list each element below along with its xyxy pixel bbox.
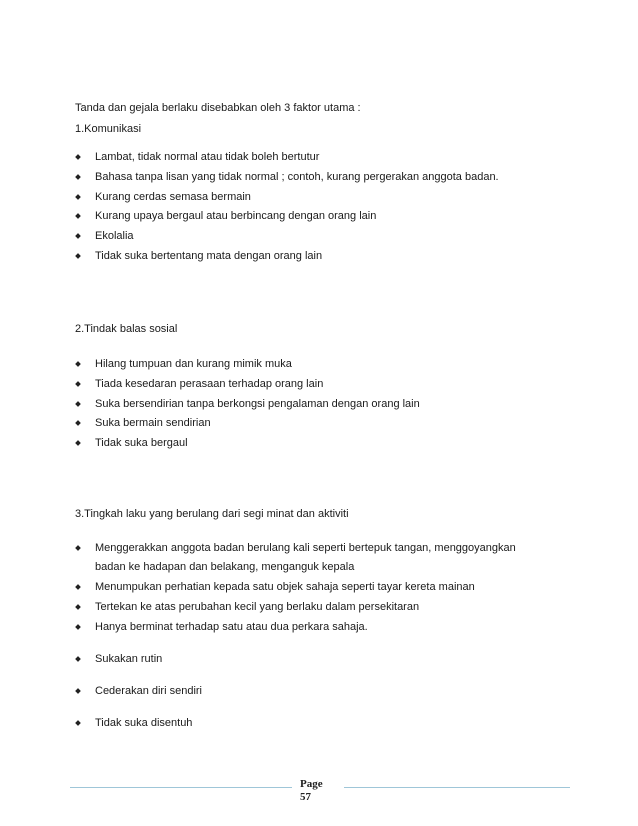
list-item: Menggerakkan anggota badan berulang kali seperti bertepuk tangan, menggoyangkan bbox=[95, 542, 516, 554]
bullet-icon bbox=[75, 194, 81, 200]
page-number: 57 bbox=[300, 791, 311, 803]
bullet-icon bbox=[75, 584, 81, 590]
bullet-icon bbox=[75, 233, 81, 239]
bullet-icon bbox=[75, 381, 81, 387]
list-item: Kurang upaya bergaul atau berbincang dengan orang lain bbox=[95, 210, 377, 222]
footer-rule-left bbox=[70, 787, 292, 788]
intro-text: Tanda dan gejala berlaku disebabkan oleh 3 faktor utama : bbox=[75, 102, 361, 114]
list-item: Lambat, tidak normal atau tidak boleh bertutur bbox=[95, 151, 320, 163]
bullet-icon bbox=[75, 420, 81, 426]
list-item: Hilang tumpuan dan kurang mimik muka bbox=[95, 358, 292, 370]
bullet-icon bbox=[75, 213, 81, 219]
bullet-icon bbox=[75, 361, 81, 367]
list-item: Tidak suka bertentang mata dengan orang lain bbox=[95, 250, 323, 262]
footer-rule-right bbox=[344, 787, 570, 788]
bullet-icon bbox=[75, 401, 81, 407]
bullet-icon bbox=[75, 656, 81, 662]
list-item: Tidak suka disentuh bbox=[95, 717, 193, 729]
bullet-icon bbox=[75, 720, 81, 726]
bullet-icon bbox=[75, 545, 81, 551]
bullet-icon bbox=[75, 174, 81, 180]
bullet-icon bbox=[75, 154, 81, 160]
page-label: Page bbox=[300, 778, 323, 790]
list-item: Hanya berminat terhadap satu atau dua perkara sahaja. bbox=[95, 621, 368, 633]
list-item: Cederakan diri sendiri bbox=[95, 685, 202, 697]
section-heading-komunikasi: 1.Komunikasi bbox=[75, 123, 142, 135]
bullet-icon bbox=[75, 624, 81, 630]
list-item: Kurang cerdas semasa bermain bbox=[95, 191, 251, 203]
list-item: Ekolalia bbox=[95, 230, 134, 242]
list-item: Sukakan rutin bbox=[95, 653, 163, 665]
list-item: Suka bersendirian tanpa berkongsi pengalaman dengan orang lain bbox=[95, 398, 420, 410]
bullet-icon bbox=[75, 253, 81, 259]
list-item: Menumpukan perhatian kepada satu objek sahaja seperti tayar kereta mainan bbox=[95, 581, 475, 593]
section-heading-tindak-balas-sosial: 2.Tindak balas sosial bbox=[75, 323, 178, 335]
list-item: Tiada kesedaran perasaan terhadap orang lain bbox=[95, 378, 324, 390]
bullet-icon bbox=[75, 440, 81, 446]
bullet-icon bbox=[75, 604, 81, 610]
list-item-continuation: badan ke hadapan dan belakang, menganguk kepala bbox=[95, 561, 355, 573]
list-item: Tertekan ke atas perubahan kecil yang berlaku dalam persekitaran bbox=[95, 601, 420, 613]
section-heading-tingkah-laku: 3.Tingkah laku yang berulang dari segi minat dan aktiviti bbox=[75, 508, 349, 520]
list-item: Tidak suka bergaul bbox=[95, 437, 188, 449]
list-item: Suka bermain sendirian bbox=[95, 417, 211, 429]
list-item: Bahasa tanpa lisan yang tidak normal ; contoh, kurang pergerakan anggota badan. bbox=[95, 171, 499, 183]
bullet-icon bbox=[75, 688, 81, 694]
